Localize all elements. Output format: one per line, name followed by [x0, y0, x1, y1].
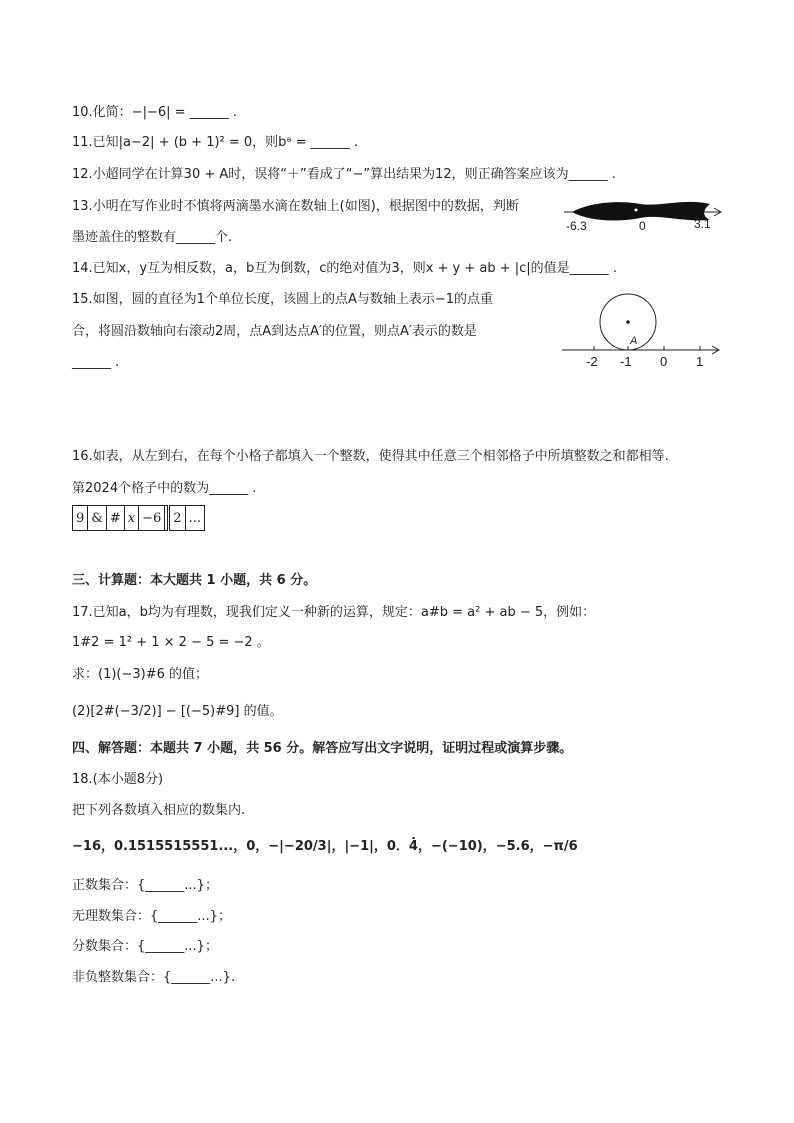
- question-12: 12.小超同学在计算30 + A时，误将“＋”看成了“−”算出结果为12，则正确答案应该为______ .: [72, 167, 616, 182]
- question-13-line-1: 13.小明在写作业时不慎将两滴墨水滴在数轴上(如图)，根据图中的数据，判断: [72, 199, 519, 214]
- grid-cell: x: [124, 506, 138, 531]
- fig15-point-label: A: [630, 335, 638, 347]
- irrational-set: 无理数集合：{______...}；: [72, 909, 231, 924]
- question-17-line-2: 1#2 = 1² + 1 × 2 − 5 = −2 。: [72, 635, 270, 650]
- figure-15-circle-number-line: [560, 290, 730, 372]
- fig15-tick-neg1: -1: [620, 354, 632, 369]
- question-16-line-1: 16.如表，从左到右，在每个小格子都填入一个整数，使得其中任意三个相邻格子中所填整数之和都相等.: [72, 449, 669, 464]
- question-10: 10.化简：−|−6| = ______ .: [72, 105, 237, 120]
- question-18-instruction: 把下列各数填入相应的数集内.: [72, 803, 246, 818]
- non-negative-integer-set: 非负整数集合：{______...}.: [72, 970, 236, 985]
- fig13-right-label: 3.1: [694, 217, 711, 231]
- question-17-line-3: 求：(1)(−3)#6 的值；: [72, 667, 209, 682]
- grid-cell: 2: [169, 506, 185, 531]
- section-4-heading: 四、解答题：本题共 7 小题，共 56 分。解答应写出文字说明，证明过程或演算步骤。: [72, 741, 573, 756]
- grid-cell: ...: [185, 506, 204, 531]
- grid-cell: &: [88, 506, 107, 531]
- question-15-line-1: 15.如图，圆的直径为1个单位长度，该圆上的点A与数轴上表示−1的点重: [72, 292, 494, 307]
- question-15-line-2: 合，将圆沿数轴向右滚动2周，点A到达点A′的位置，则点A′表示的数是: [72, 324, 477, 339]
- grid-cell: −6: [139, 506, 165, 531]
- question-18-numbers: −16，0.1515515551...，0，−|−20/3|，|−1|，0．4̇，−(−10)，−5.6，−π/6: [72, 839, 578, 854]
- fig13-zero-label: 0: [639, 219, 646, 233]
- fig15-tick-1: 1: [696, 354, 704, 369]
- positive-set: 正数集合：{______...}；: [72, 878, 218, 893]
- question-11: 11.已知|a−2| + (b + 1)² = 0，则bᵃ = ______ .: [72, 135, 358, 150]
- grid-cell: 9: [73, 506, 88, 531]
- fig13-left-label: -6.3: [566, 219, 587, 233]
- fig15-tick-0: 0: [660, 354, 668, 369]
- question-16-grid: [72, 505, 205, 531]
- question-17-line-4: (2)[2#(−3/2)] − [(−5)#9] 的值。: [72, 704, 283, 719]
- section-3-heading: 三、计算题：本大题共 1 小题，共 6 分。: [72, 573, 317, 588]
- grid-cell: #: [106, 506, 124, 531]
- question-14: 14.已知x，y互为相反数，a，b互为倒数，c的绝对值为3，则x + y + ab + |c|的值是______ .: [72, 261, 617, 276]
- fig15-tick-neg2: -2: [586, 354, 598, 369]
- question-18-title: 18.(本小题8分): [72, 772, 164, 787]
- question-17-line-1: 17.已知a，b均为有理数，现我们定义一种新的运算，规定：a#b = a² + ab − 5，例如：: [72, 605, 596, 620]
- question-16-line-2: 第2024个格子中的数为______ .: [72, 481, 257, 496]
- figure-13-number-line: [560, 192, 730, 236]
- question-13-line-2: 墨迹盖住的整数有______个.: [72, 230, 233, 245]
- fraction-set: 分数集合：{______...}；: [72, 939, 218, 954]
- question-15-line-3: ______ .: [72, 355, 120, 370]
